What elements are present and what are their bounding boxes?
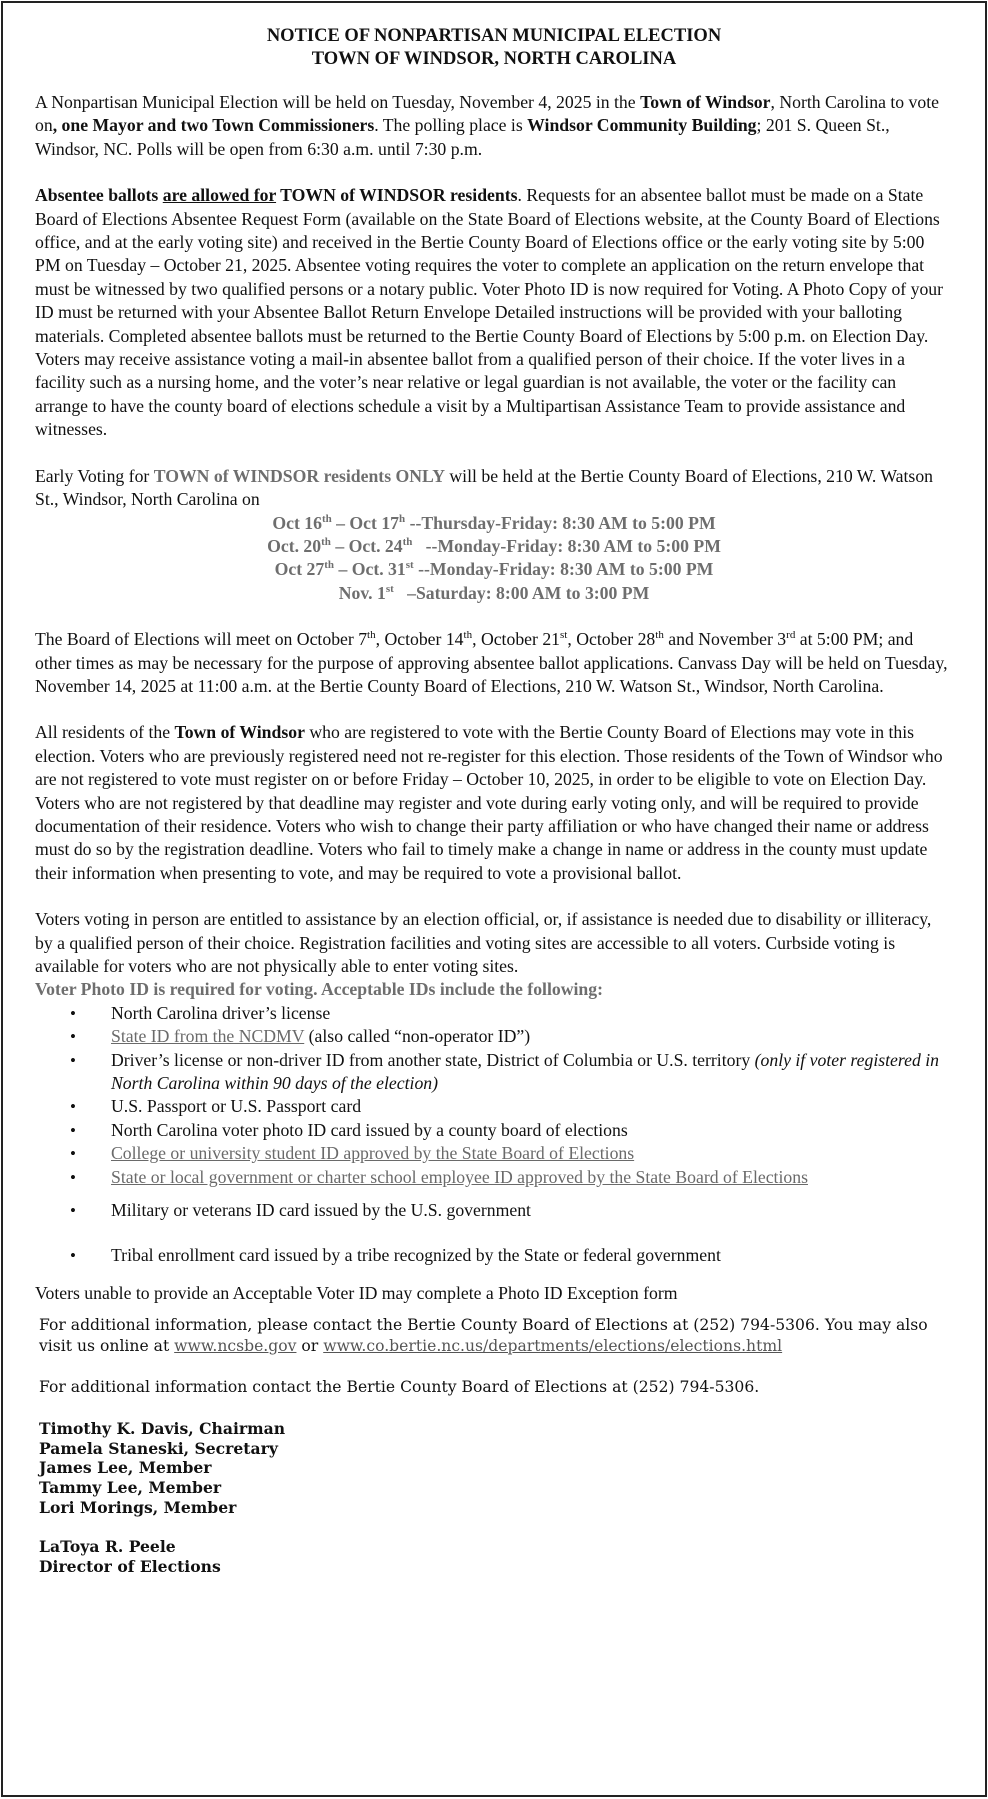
director-name: LaToya R. Peele [39,1536,176,1556]
early-voting-paragraph [35,465,953,512]
absentee-heading-underlined: are allowed for [162,185,277,206]
residents-paragraph: All residents of the Town of Windsor who are registered to vote with the Bertie County Board of Elections may vote in this election. Voters who are previously registered need not re-register for this election. Those residents of the Town of Windsor who are not registered to vote must register on or before Friday – October 10, 2025, in order to be eligible to vote on Election Day. Voters who are not registered by that deadline may register and vote during early voting only, and will be required to provide documentation of their residence. Voters who wish to change their party affiliation or who have changed their name or address must do so by the registration deadline. Voters who fail to timely make a change in name or address in the county must update their information when presenting to vote, and may be required to vote a provisional ballot. [35,722,943,883]
early-voting-text: will be held at the Bertie County Board of Elections, 210 W. Watson St., Windsor, North Carolina on [35,465,934,510]
board-meeting-paragraph: The Board of Elections will meet on October 7th, October 14th, October 21st, October 28th and November 3rd at 5:00 PM; and other times as may be necessary for the purpose of approving absentee ballot applications. Canvass Day will be held on Tuesday, November 14, 2025 at 11:00 a.m. at the Bertie County Board of Elections, 210 W. Watson St., Windsor, North Carolina. [35,629,948,696]
signature-line: Pamela Staneski, Secretary [39,1438,278,1458]
signature-line: Tammy Lee, Member [39,1478,222,1498]
signature-line: James Lee, Member [39,1458,212,1478]
contact-paragraph: For additional information, please contact the Bertie County Board of Elections at (252) 794-5306. You may also visit us online at www.ncsbe.gov or www.co.bertie.nc.us/departments/elections/elections.html [39,1316,928,1355]
schedule-line: Oct. 20th – Oct. 24th --Monday-Friday: 8:30 AM to 5:00 PM [267,535,721,556]
absentee-heading: Absentee ballots [35,185,163,206]
notice-title [35,25,953,71]
schedule-line: Oct 16th – Oct 17$^h$ --Thursday-Friday: 8:30 AM to 5:00 PM [272,512,716,533]
early-voting-residents: TOWN of WINDSOR residents ONLY [153,465,445,486]
director-title: Director of Elections [39,1556,221,1576]
list-item: • Tribal enrollment card issued by a tribe recognized by the State or federal government [35,1244,953,1267]
employee-id-link[interactable]: State or local government or charter school employee ID approved by the State Board of Elections [111,1166,808,1187]
list-item [35,1142,953,1165]
intro-polling-place: Windsor Community Building [527,115,757,136]
absentee-heading: TOWN of WINDSOR residents [276,185,518,206]
absentee-paragraph [35,184,953,441]
signature-line: Timothy K. Davis, Chairman [39,1418,286,1438]
absentee-text: . Requests for an absentee ballot must be made on a State Board of Elections Absentee Request Form (available on the State Board of Elections website, at the County Board of Elections office, and at the early voting site) and received in the Bertie County Board of Elections office or the early voting site by 5:00 PM on Tuesday – October 21, 2025. Absentee voting requires the voter to complete an application on the return envelope that must be witnessed by two qualified persons or a notary public. Voter Photo ID is now required for Voting. A Photo Copy of your ID must be returned with your Absentee Ballot Return Envelope Detailed instructions will be provided with your balloting materials. Completed absentee ballots must be returned to the Bertie County Board of Elections by 5:00 p.m. on Election Day. Voters may receive assistance voting a mail-in absentee ballot from a qualified person of their choice. If the voter lives in a facility such as a nursing home, and the voter’s near relative or legal guardian is not available, the voter or the facility can arrange to have the county board of elections schedule a visit by a Multipartisan Assistance Team to provide assistance and witnesses. [35,185,944,440]
board-signatures [35,1419,953,1577]
intro-offices: , one Mayor and two Town Commissioners [52,115,375,136]
early-voting-text: Early Voting for [35,465,154,486]
residents-town: Town of Windsor [174,722,305,743]
contact-line: For additional information contact the Bertie County Board of Elections at (252) 794-5306. [39,1378,760,1397]
intro-text: . The polling place is [374,115,528,136]
intro-paragraph [35,91,953,161]
early-voting-schedule [35,512,953,606]
photo-id-heading: Voter Photo ID is required for voting. Acceptable IDs include the following: [35,979,603,1000]
title-line-2: TOWN OF WINDSOR, NORTH CAROLINA [311,49,677,69]
title-line-1: NOTICE OF NONPARTISAN MUNICIPAL ELECTION [266,26,722,46]
list-item: • State ID from the NCDMV (also called “non-operator ID”) [35,1025,953,1048]
list-item [35,1166,953,1189]
list-item: • Driver’s license or non-driver ID from another state, District of Columbia or U.S. territory (only if voter registered in North Carolina within 90 days of the election) [35,1049,953,1096]
intro-text: ; 201 S. Queen St., Windsor, NC. Polls will be open from 6:30 a.m. until 7:30 p.m. [35,115,890,159]
schedule-line: Nov. 1st –Saturday: 8:00 AM to 3:00 PM [338,582,650,603]
list-item: • North Carolina driver’s license [35,1002,953,1025]
ncsbe-link[interactable]: www.ncsbe.gov [174,1336,297,1355]
list-item: • North Carolina voter photo ID card issued by a county board of elections [35,1119,953,1142]
exception-line: Voters unable to provide an Acceptable Voter ID may complete a Photo ID Exception form [35,1282,678,1303]
election-notice [1,1,987,1797]
ncdmv-id-link[interactable]: State ID from the NCDMV [111,1026,305,1047]
schedule-line: Oct 27th – Oct. 31st --Monday-Friday: 8:30 AM to 5:00 PM [274,559,714,580]
intro-text: , North Carolina to vote on [35,92,939,136]
intro-text: A Nonpartisan Municipal Election will be held on Tuesday, November 4, 2025 in the [35,92,641,112]
student-id-link[interactable]: College or university student ID approved by the State Board of Elections [111,1143,635,1164]
acceptable-id-list [35,1002,953,1268]
intro-town: Town of Windsor [640,92,771,112]
id-note: (only if voter registered in North Carolina within 90 days of the election) [111,1049,939,1094]
assistance-paragraph: Voters voting in person are entitled to assistance by an election official, or, if assistance is needed due to disability or illiteracy, by a qualified person of their choice. Registration facilities and voting sites are accessible to all voters. Curbside voting is available for voters who are not physically able to enter voting sites. [35,909,932,976]
signature-line: Lori Morings, Member [39,1497,237,1517]
list-item: • U.S. Passport or U.S. Passport card [35,1095,953,1118]
list-item: • Military or veterans ID card issued by the U.S. government [35,1199,953,1222]
bertie-elections-link[interactable]: www.co.bertie.nc.us/departments/elections/elections.html [323,1336,783,1355]
